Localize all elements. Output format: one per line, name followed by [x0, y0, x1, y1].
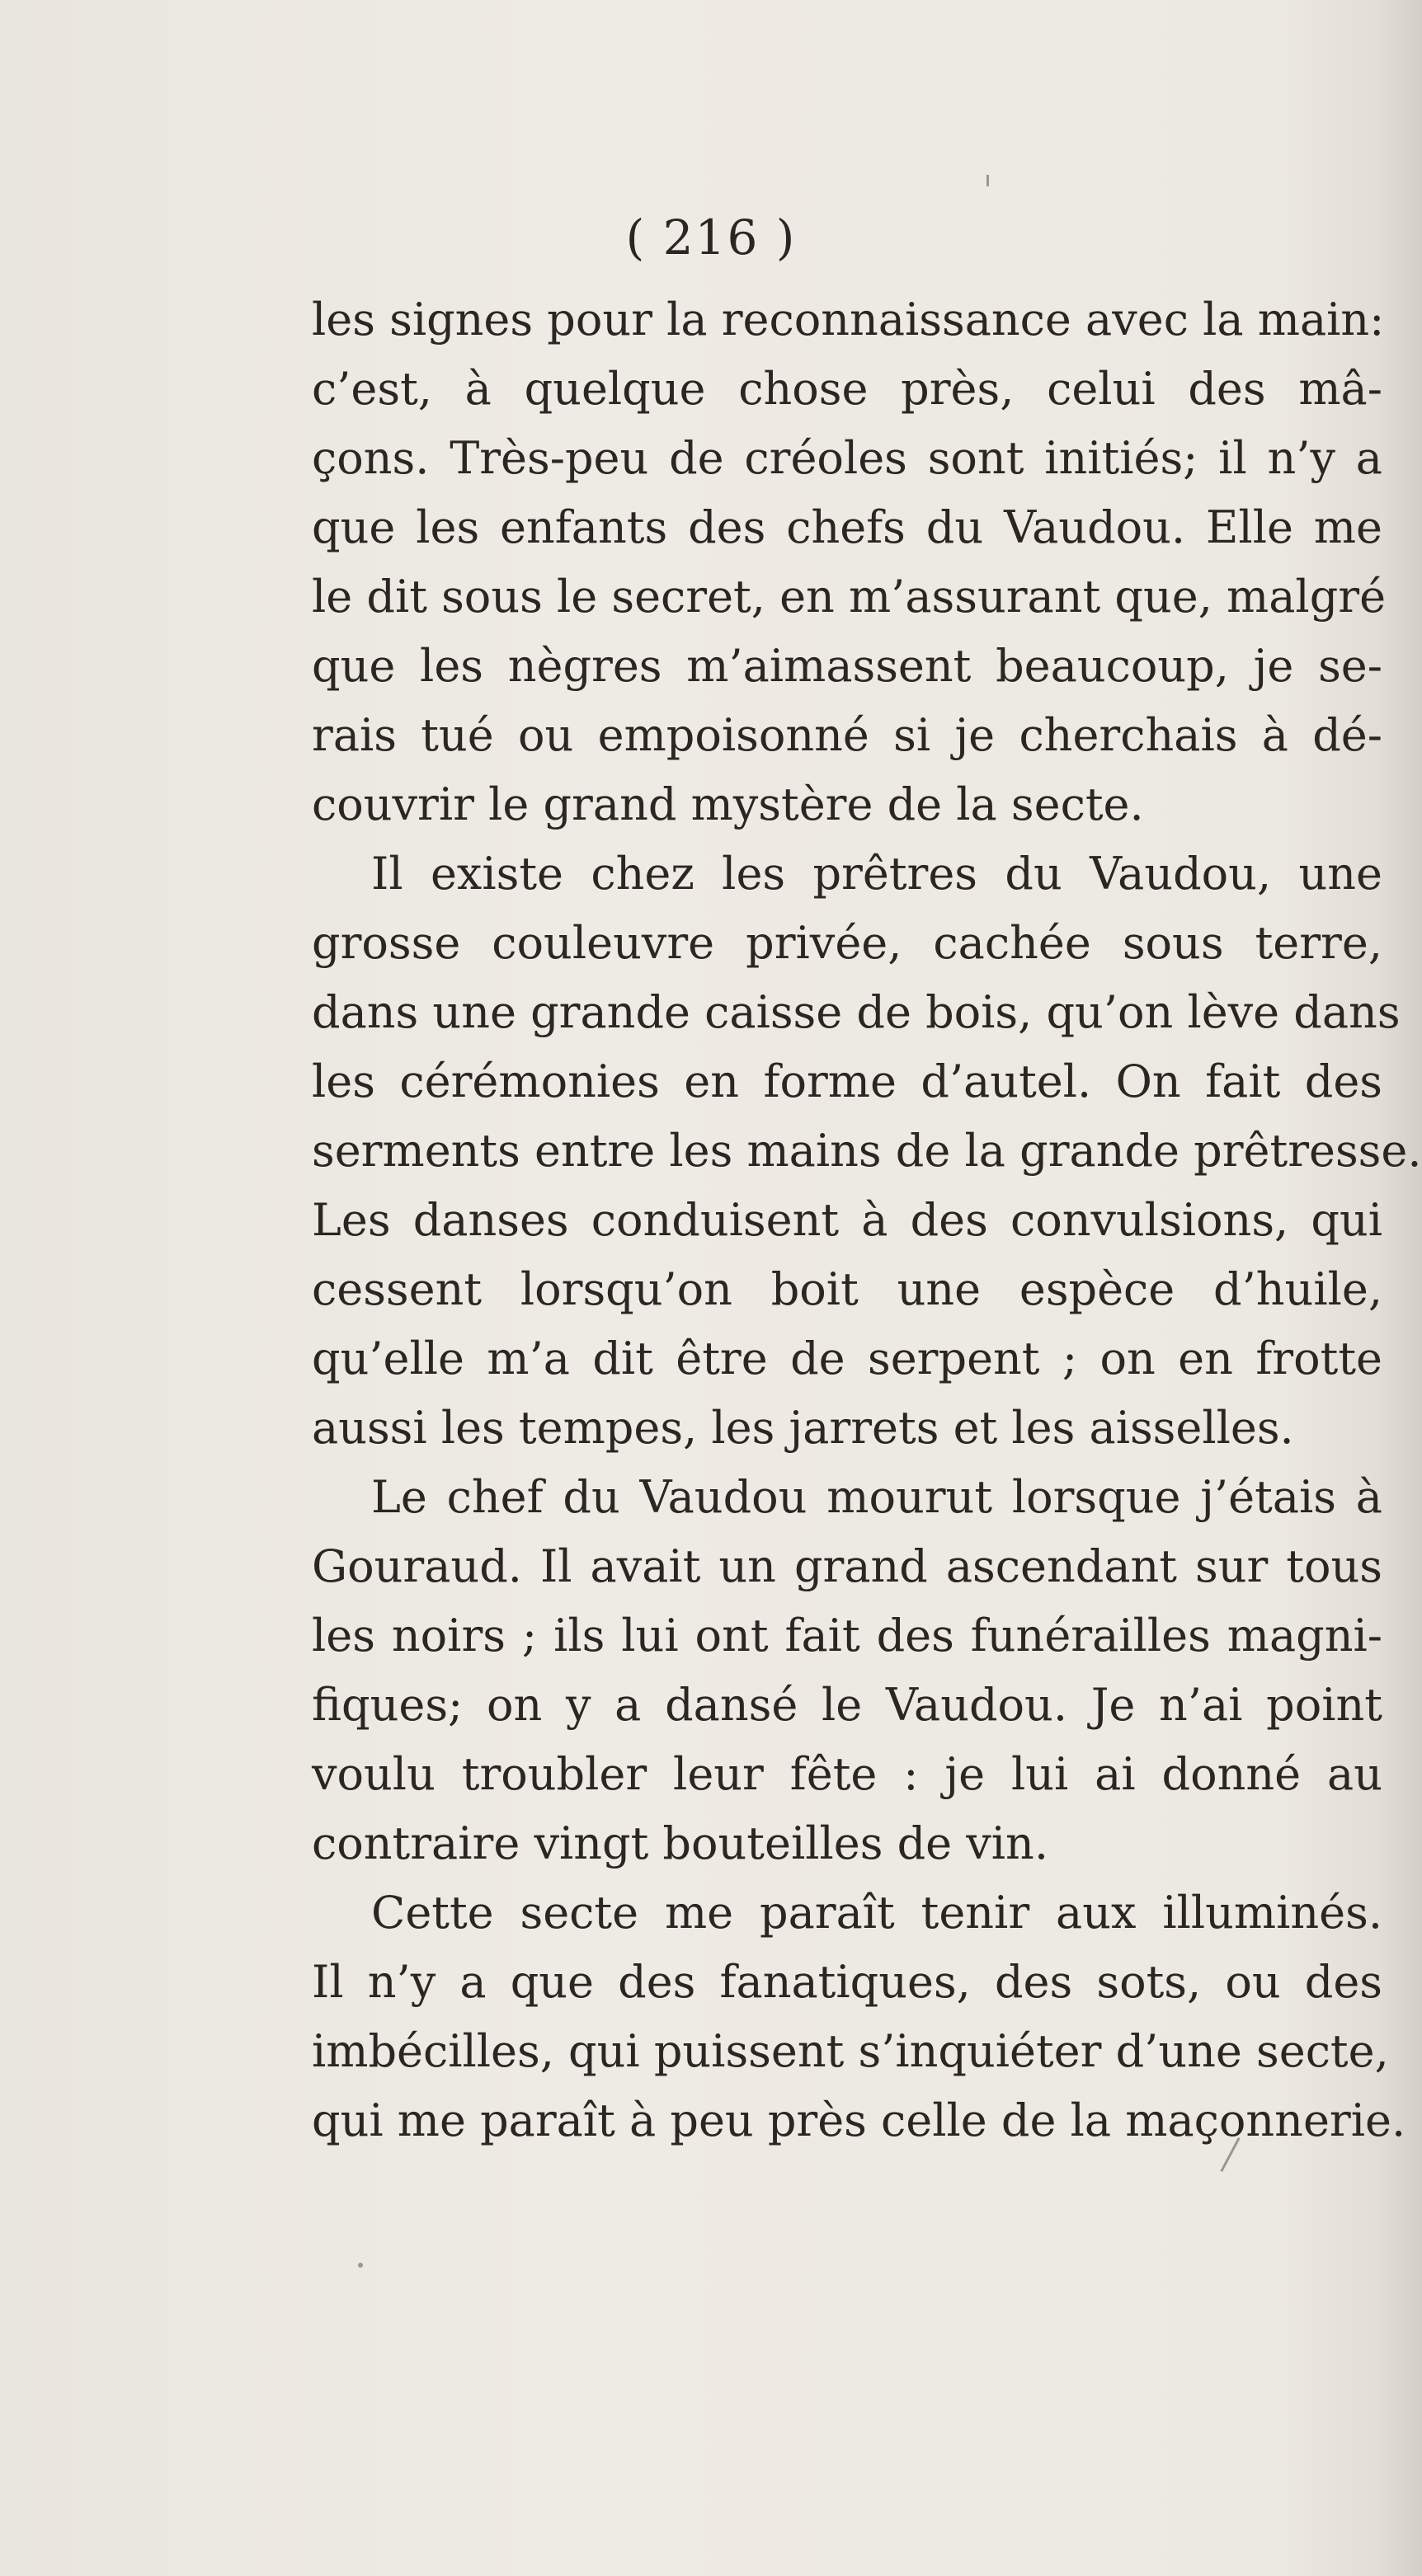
text-line: Cette secte me paraît tenir aux illuminés.: [371, 1887, 1382, 1939]
body-text: [312, 285, 1422, 2155]
text-line: grosse couleuvre privée, cachée sous terre,: [312, 917, 1382, 969]
page-number: ( 216 ): [625, 209, 797, 266]
text-line: serments entre les mains de la grande prêtresse.: [312, 1125, 1422, 1177]
text-line: aussi les tempes, les jarrets et les aisselles.: [312, 1402, 1294, 1454]
text-line: les signes pour la reconnaissance avec la main:: [312, 294, 1385, 346]
paragraph: [312, 1878, 1406, 2155]
text-line: Le chef du Vaudou mourut lorsque j’étais à: [371, 1471, 1382, 1523]
text-line: qui me paraît à peu près celle de la maçonnerie.: [312, 2094, 1406, 2146]
text-line: que les nègres m’aimassent beaucoup, je se-: [312, 640, 1382, 692]
text-line: Il n’y a que des fanatiques, des sots, ou des: [312, 1956, 1382, 2008]
text-line: çons. Très-peu de créoles sont initiés; il n’y a: [312, 432, 1382, 484]
text-line: imbécilles, qui puissent s’inquiéter d’une secte,: [312, 2025, 1389, 2077]
text-line: fiques; on y a dansé le Vaudou. Je n’ai point: [312, 1679, 1382, 1731]
text-line: Les danses conduisent à des convulsions, qui: [312, 1194, 1382, 1246]
text-line: dans une grande caisse de bois, qu’on lève dans: [312, 986, 1401, 1038]
text-line: qu’elle m’a dit être de serpent ; on en frotte: [312, 1333, 1382, 1384]
paragraph: [312, 285, 1387, 839]
paragraph: [312, 1463, 1382, 1878]
text-line: voulu troubler leur fête : je lui ai donné au: [312, 1748, 1382, 1800]
text-line: couvrir le grand mystère de la secte.: [312, 778, 1144, 830]
text-line: c’est, à quelque chose près, celui des mâ-: [312, 363, 1382, 415]
ink-speck: [358, 2263, 363, 2268]
text-line: les noirs ; ils lui ont fait des funérailles magni-: [312, 1610, 1382, 1662]
text-line: Il existe chez les prêtres du Vaudou, une: [371, 848, 1382, 900]
text-line: cessent lorsqu’on boit une espèce d’huile,: [312, 1263, 1382, 1315]
text-line: rais tué ou empoisonné si je cherchais à dé-: [312, 709, 1382, 761]
text-line: les cérémonies en forme d’autel. On fait des: [312, 1055, 1382, 1107]
paragraph: [312, 839, 1422, 1463]
ink-speck: [986, 175, 989, 186]
text-line: le dit sous le secret, en m’assurant que, malgré: [312, 571, 1387, 623]
text-line: contraire vingt bouteilles de vin.: [312, 1817, 1049, 1869]
text-line: Gouraud. Il avait un grand ascendant sur tous: [312, 1540, 1382, 1592]
text-line: que les enfants des chefs du Vaudou. Elle me: [312, 501, 1382, 553]
